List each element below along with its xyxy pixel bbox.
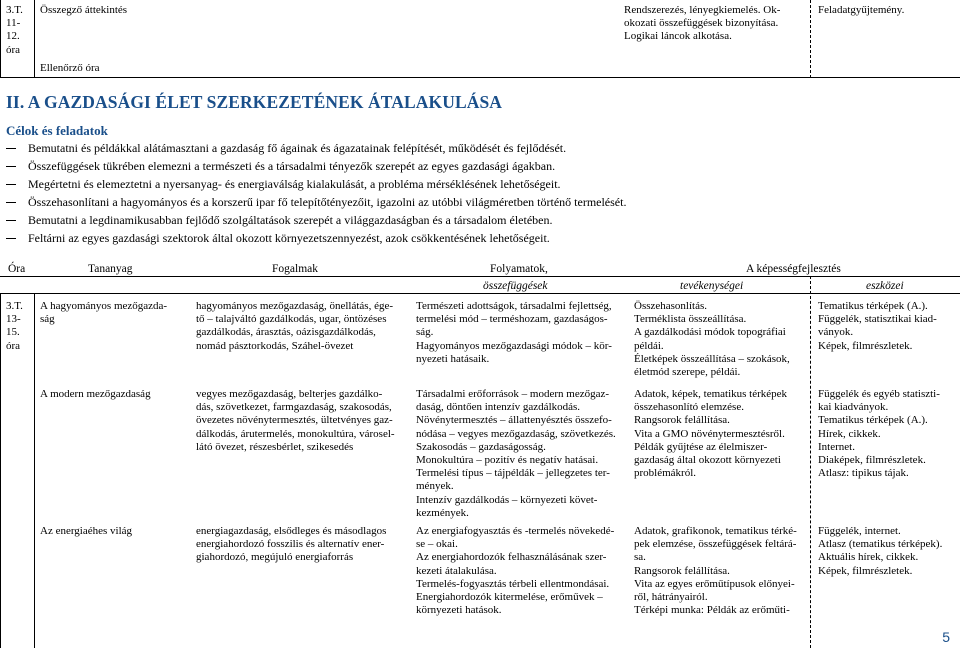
cell-line: Szakosodás – gazdaságosság.: [416, 440, 546, 453]
cell-line: Az energiaéhes világ: [40, 525, 133, 537]
cell-line: Függelék, internet.: [818, 525, 901, 537]
top-skills-line: Logikai láncok alkotása.: [624, 30, 732, 43]
cell-line: Tematikus térképek (A.).: [818, 300, 928, 312]
header-kepesseg: A képességfejlesztés: [746, 263, 841, 275]
dash-bullet: [6, 166, 16, 167]
cell-line: Hírek, cikkek.: [818, 427, 881, 440]
row3-folyamatok: [416, 525, 628, 617]
cell-line: Internet.: [818, 440, 855, 453]
row1-folyamatok: [416, 300, 628, 366]
cell-line: Növénytermesztés – állattenyésztés összefo-: [416, 414, 612, 427]
header-osszefuggesek: összefüggések: [483, 280, 548, 292]
cell-line: termelési mód – terméshozam, gazdaságos-: [416, 313, 608, 326]
top-skills-line: Rendszerezés, lényegkiemelés. Ok-: [624, 4, 781, 16]
cell-line: Összehasonlítás.: [634, 300, 708, 312]
cell-line: Termelési típus – tájpéldák – jellegzetes ter-: [416, 467, 610, 480]
header-eszkozei: eszközei: [866, 280, 904, 292]
cell-line: Terméklista összeállítása.: [634, 313, 747, 326]
cell-line: nyezeti hatásaik.: [416, 352, 490, 365]
row1-tananyag: [40, 300, 190, 326]
cell-line: Rangsorok felállítása.: [634, 414, 730, 427]
cell-line: ványok.: [818, 326, 854, 339]
cell-line: Tematikus térképek (A.).: [818, 414, 928, 427]
cell-line: Képek, filmrészletek.: [818, 564, 913, 577]
cell-line: Az energiafogyasztás és -termelés növekedé-: [416, 525, 615, 537]
cell-line: Atlasz (tematikus térképek).: [818, 538, 943, 551]
table-header-rule-bottom: [0, 293, 960, 294]
row1-tevekenysegei: [634, 300, 809, 379]
ora-line: 15.: [6, 326, 20, 339]
goal-item: [6, 159, 555, 173]
cell-line: kai kiadványok.: [818, 401, 889, 414]
header-tevekenysegei: tevékenységei: [680, 280, 744, 292]
cell-line: sa.: [634, 551, 646, 564]
cell-line: Képek, filmrészletek.: [818, 339, 913, 352]
row3-fogalmak: [196, 525, 418, 565]
page-number: 5: [942, 629, 950, 645]
header-folyamatok: Folyamatok,: [490, 263, 548, 275]
cell-line: Energiahordozók kitermelése, erőművek –: [416, 591, 603, 604]
cell-line: gazdaság által okozott környezeti: [634, 454, 781, 467]
top-ora-line: 11-: [6, 17, 21, 30]
table-header-rule: [0, 276, 960, 277]
row1-eszkozei: [818, 300, 958, 353]
cell-line: A gazdálkodási módok topográfiai: [634, 326, 786, 339]
dash-bullet: [6, 148, 16, 149]
cell-line: Természeti adottságok, társadalmi fejlettség,: [416, 300, 612, 312]
top-check-label: Ellenőrző óra: [40, 62, 100, 74]
cell-line: Függelék, statisztikai kiad-: [818, 313, 937, 326]
cell-line: giahordozó, megújuló energiaforrás: [196, 551, 354, 564]
goal-text: Összefüggések tükrében elemezni a természeti és a társadalmi tényezők szerepét az egyes gazdasági ágakban.: [28, 159, 556, 173]
cell-line: problémákról.: [634, 467, 697, 480]
cell-line: kezmények.: [416, 506, 469, 519]
row2-fogalmak: [196, 388, 418, 454]
row2-eszkozei: [818, 388, 958, 480]
row1-fogalmak: [196, 300, 418, 353]
col-divider: [34, 293, 35, 648]
cell-line: Térképi munka: Példák az erőműti-: [634, 604, 790, 617]
top-table-divider: [34, 0, 35, 78]
goal-item: [6, 195, 626, 209]
ora-line: óra: [6, 339, 21, 352]
cell-line: Függelék és egyéb statiszti-: [818, 388, 940, 400]
cell-line: Diaképek, filmrészletek.: [818, 454, 926, 467]
top-table-dashed-divider: [810, 0, 811, 78]
cell-line: példái.: [634, 339, 664, 352]
top-ora-line: 3.T.: [6, 4, 23, 16]
cell-line: ről, hátrányairól.: [634, 591, 708, 604]
cell-line: nódása – vegyes mezőgazdaság, szövetkezés.: [416, 427, 616, 440]
col-dashed-divider: [810, 276, 811, 648]
row3-tevekenysegei: [634, 525, 809, 617]
cell-line: Aktuális hírek, cikkek.: [818, 551, 919, 564]
goal-text: Feltárni az egyes gazdasági szektorok által okozott környezetszennyezést, azok csökkentésének lehetőségeit.: [28, 231, 550, 245]
goals-heading: Célok és feladatok: [6, 123, 108, 138]
cell-line: pek elemzése, összefüggések feltárá-: [634, 538, 797, 551]
cell-line: Intenzív gazdálkodás – környezeti követ-: [416, 493, 598, 506]
top-ora-line: óra: [6, 43, 21, 56]
goal-item: [6, 213, 552, 227]
cell-line: életmód szerepe, példái.: [634, 366, 741, 379]
cell-line: környezeti hatások.: [416, 604, 502, 617]
header-ora: Óra: [8, 263, 26, 275]
cell-line: tő – talajváltó gazdálkodás, ugar, öntözéses: [196, 313, 387, 326]
ora-line: 13-: [6, 313, 21, 326]
section-title: II. A GAZDASÁGI ÉLET SZERKEZETÉNEK ÁTALAKULÁSA: [6, 92, 503, 112]
cell-line: Rangsorok felállítása.: [634, 564, 730, 577]
cell-line: daság, döntően intenzív gazdálkodás.: [416, 401, 581, 414]
goal-item: [6, 177, 561, 191]
dash-bullet: [6, 238, 16, 239]
cell-line: Monokultúra – pozitív és negatív hatásai.: [416, 454, 599, 467]
row2-tananyag: [40, 388, 190, 401]
cell-line: Életképek összeállítása – szokások,: [634, 352, 790, 365]
cell-line: Társadalmi erőforrások – modern mezőgaz-: [416, 388, 610, 400]
cell-line: Adatok, képek, tematikus térképek: [634, 388, 788, 400]
cell-line: A hagyományos mezőgazda-: [40, 300, 168, 312]
dash-bullet: [6, 220, 16, 221]
dash-bullet: [6, 202, 16, 203]
table-border-left: [0, 293, 1, 648]
dash-bullet: [6, 184, 16, 185]
header-fogalmak: Fogalmak: [272, 263, 318, 275]
ora-line: 3.T.: [6, 300, 23, 312]
ora-label: [6, 300, 34, 353]
top-table-border-left: [0, 0, 1, 78]
cell-line: Atlasz: tipikus tájak.: [818, 467, 909, 480]
cell-line: gazdálkodás, árasztás, oázisgazdálkodás,: [196, 326, 376, 339]
cell-line: Vita a GMO növénytermesztésről.: [634, 427, 785, 440]
cell-line: hagyományos mezőgazdaság, önellátás, ége-: [196, 300, 394, 312]
cell-line: mények.: [416, 480, 454, 493]
cell-line: ság.: [416, 326, 434, 339]
cell-line: Termelés-fogyasztás térbeli ellentmondásai.: [416, 577, 610, 590]
top-ora-line: 12.: [6, 30, 20, 43]
cell-line: Az energiahordozók felhasználásának szer-: [416, 551, 607, 564]
row3-eszkozei: [818, 525, 958, 578]
cell-line: összehasonlító elemzése.: [634, 401, 744, 414]
top-lesson-title: Összegző áttekintés: [40, 4, 128, 16]
top-table-border-bottom: [0, 77, 960, 78]
goal-text: Megértetni és elemeztetni a nyersanyag- és energiaválság kialakulását, a probléma mérséklésének lehetőségeit.: [28, 177, 561, 191]
row3-tananyag: [40, 525, 190, 538]
cell-line: energiagazdaság, elsődleges és másodlagos: [196, 525, 387, 537]
cell-line: látó övezet, részesbérlet, szikesedés: [196, 440, 354, 453]
goal-text: Bemutatni a legdinamikusabban fejlődő szolgáltatások szerepét a világgazdaságban és a társadalom életében.: [28, 213, 553, 227]
cell-line: Példák gyűjtése az élelmiszer-: [634, 440, 768, 453]
top-skills-line: okozati összefüggések bizonyítása.: [624, 17, 779, 30]
top-ora-label: [6, 4, 34, 57]
row2-tevekenysegei: [634, 388, 809, 480]
goal-text: Összehasonlítani a hagyományos és a korszerű ipar fő telepítőtényezőit, igazolni az utóbbi világméretben történő termelését.: [28, 195, 627, 209]
row2-folyamatok: [416, 388, 628, 520]
top-skills: [624, 4, 809, 44]
goal-item: [6, 141, 566, 155]
goal-item: [6, 231, 550, 245]
goal-text: Bemutatni és példákkal alátámasztani a gazdaság fő ágainak és ágazatainak felépítését, működését és fejlődését.: [28, 141, 567, 155]
cell-line: dás, szövetkezet, farmgazdaság, szakosodás,: [196, 401, 392, 414]
cell-line: dálkodás, árutermelés, monokultúra, városel-: [196, 427, 395, 440]
top-tools: Feladatgyűjtemény.: [818, 4, 905, 16]
cell-line: Vita az egyes erőműtípusok előnyei-: [634, 577, 795, 590]
cell-line: se – okai.: [416, 538, 458, 551]
cell-line: ság: [40, 313, 55, 326]
cell-line: Adatok, grafikonok, tematikus térké-: [634, 525, 797, 537]
cell-line: vegyes mezőgazdaság, belterjes gazdálko-: [196, 388, 383, 400]
cell-line: energiahordozó fosszilis és alternatív ener-: [196, 538, 385, 551]
cell-line: Hagyományos mezőgazdasági módok – kör-: [416, 339, 612, 352]
cell-line: kezeti átalakulása.: [416, 564, 497, 577]
cell-line: övezetes növénytermesztés, ültetvényes gaz-: [196, 414, 393, 427]
header-tananyag: Tananyag: [88, 263, 133, 275]
cell-line: nomád pásztorkodás, Száhel-övezet: [196, 339, 354, 352]
cell-line: A modern mezőgazdaság: [40, 388, 151, 400]
